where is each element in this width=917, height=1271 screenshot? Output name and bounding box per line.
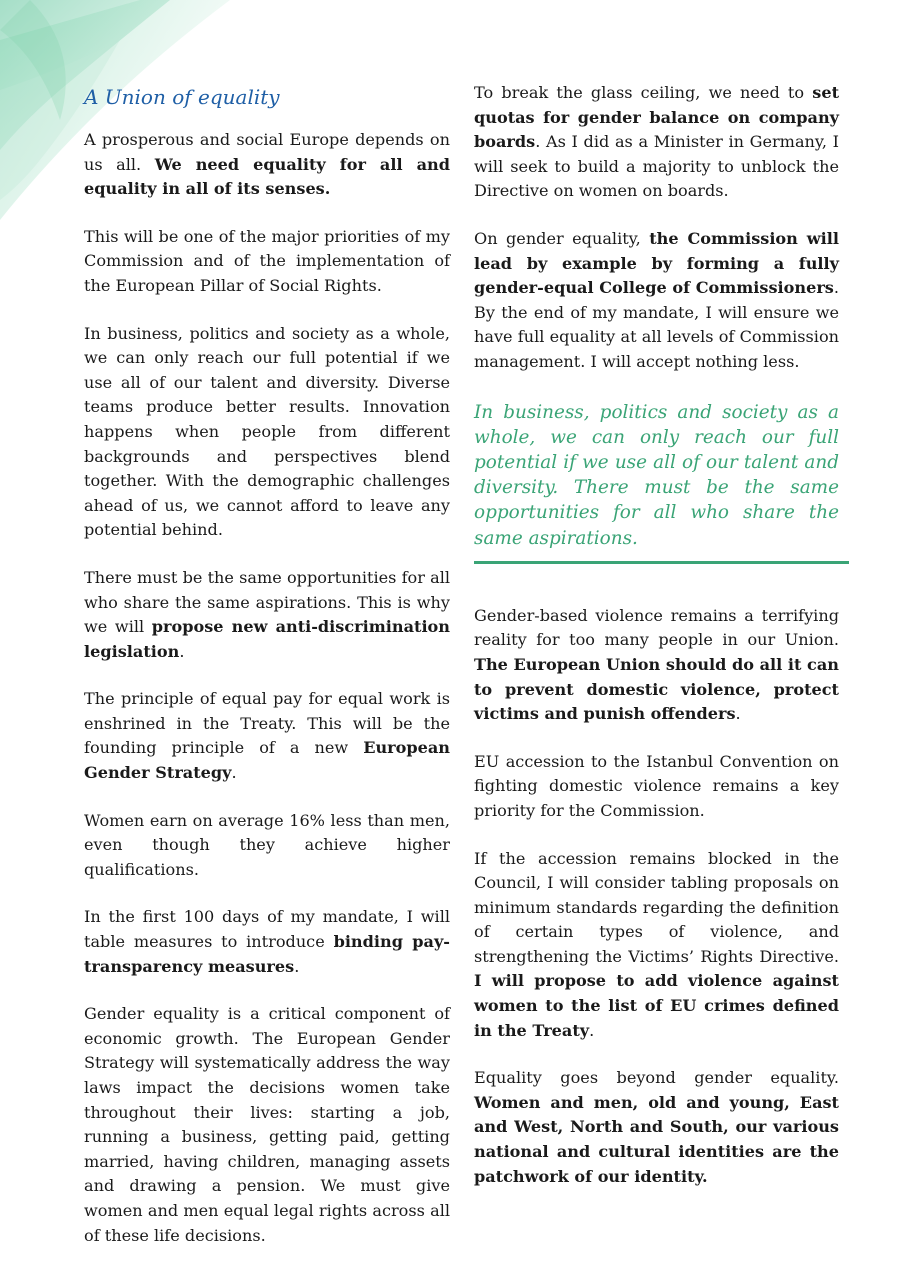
paragraph: The principle of equal pay for equal work is enshrined in the Treaty. This will be the founding principle of a new European Gender Strategy.: [84, 689, 450, 783]
quote-divider: [474, 561, 849, 564]
paragraph: Gender-based violence remains a terrifying reality for too many people in our Union. The European Union should do all it can to prevent domestic violence, protect victims and punish offenders.: [474, 605, 839, 724]
paragraph: On gender equality, the Commission will lead by example by forming a fully gender-equal College of Commissioners. By the end of my mandate, I will ensure we have full equality at all levels of Commission management. I will accept nothing less.: [474, 228, 839, 371]
section-heading: A Union of equality: [84, 85, 280, 109]
paragraph: EU accession to the Istanbul Convention on fighting domestic violence remains a key priority for the Commission.: [474, 751, 839, 820]
paragraph: Gender equality is a critical component of economic growth. The European Gender Strategy will systematically address the way laws impact the decisions women take throughout their lives: starting a job, running a business, getting paid, getting married, having children, managing assets and drawing a pension. We must give women and men equal legal rights across all of these life decisions.: [84, 1004, 450, 1245]
left-column: [84, 80, 450, 1271]
paragraph: Women earn on average 16% less than men, even though they achieve higher qualifications.: [84, 810, 450, 879]
pull-quote: In business, politics and society as a whole, we can only reach our full potential if we use all of our talent and diversity. There must be the same opportunities for all who share the same aspirations.: [474, 401, 839, 549]
paragraph: This will be one of the major priorities of my Commission and of the implementation of the European Pillar of Social Rights.: [84, 226, 450, 295]
right-column: [474, 80, 839, 1212]
paragraph: In business, politics and society as a whole, we can only reach our full potential if we use all of our talent and diversity. Diverse teams produce better results. Innovation happens when people from different backgrounds and perspectives blend together. With the demographic challenges ahead of us, we cannot afford to leave any potential behind.: [84, 323, 450, 540]
paragraph: A prosperous and social Europe depends on us all. We need equality for all and equality in all of its senses.: [84, 130, 450, 199]
paragraph: If the accession remains blocked in the Council, I will consider tabling proposals on minimum standards regarding the definition of certain types of violence, and strengthening the Victims’ Rights Directive. I will propose to add violence against women to the list of EU crimes defined in the Treaty.: [474, 848, 839, 1040]
paragraph: To break the glass ceiling, we need to set quotas for gender balance on company boards. As I did as a Minister in Germany, I will seek to build a majority to unblock the Directive on women on boards.: [474, 83, 839, 201]
paragraph: There must be the same opportunities for all who share the same aspirations. This is why we will propose new anti-discrimination legislation.: [84, 567, 450, 661]
paragraph: In the first 100 days of my mandate, I will table measures to introduce binding pay-transparency measures.: [84, 907, 450, 976]
paragraph: Equality goes beyond gender equality. Women and men, old and young, East and West, North and South, our various national and cultural identities are the patchwork of our identity.: [474, 1068, 839, 1186]
